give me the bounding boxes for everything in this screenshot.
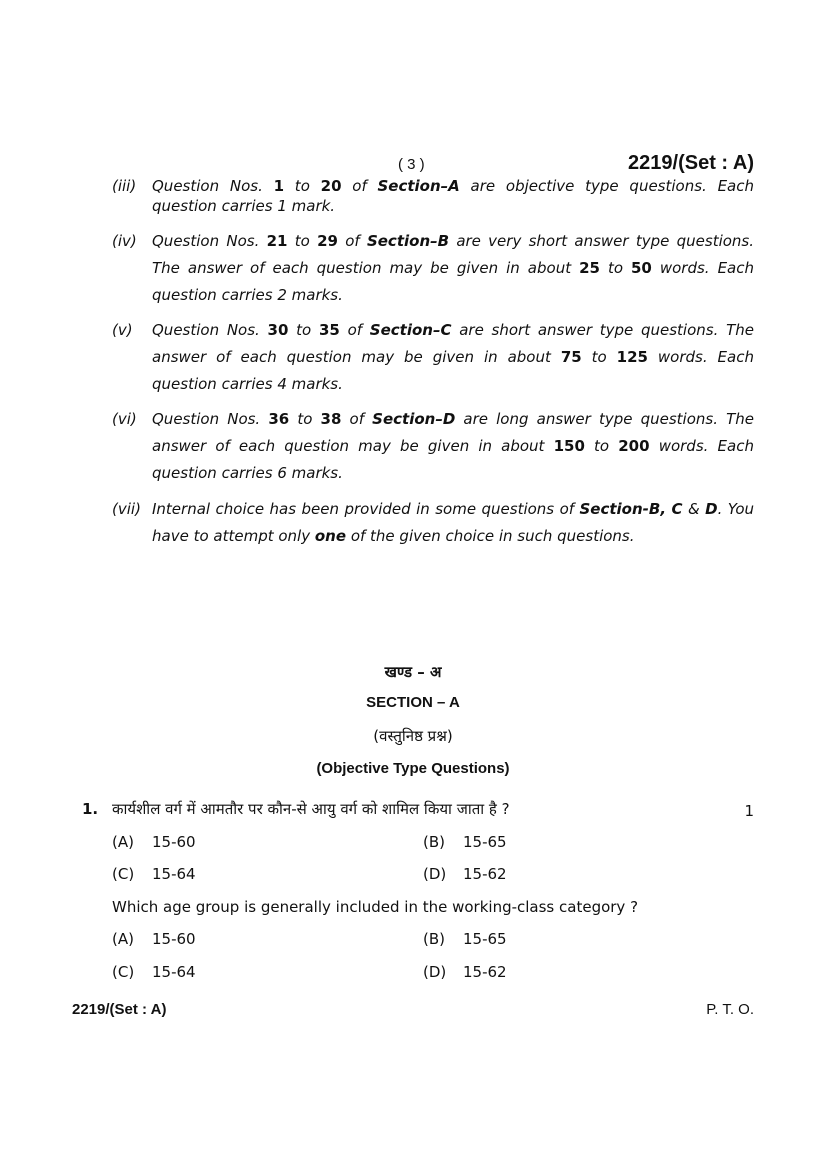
instruction-text: Question Nos. 36 to 38 of Section–D are long answer type questions. The answer of each question may be given in about 150 to 200 words. Each question carries 6 marks. (152, 410, 755, 482)
question-number: 1. (82, 800, 99, 818)
instruction-numeral: (iv) (112, 232, 137, 250)
option-label: (A) (112, 833, 134, 851)
instruction-numeral: (vii) (112, 500, 141, 518)
page-number: ( 3 ) (398, 156, 425, 173)
instruction-text: Question Nos. 1 to 20 of Section–A are objective type questions. Each question carries 1 mark. (152, 177, 754, 215)
option-value: 15-60 (152, 833, 196, 851)
option-label: (B) (423, 833, 445, 851)
section-heading: SECTION – A (366, 694, 460, 711)
instruction-numeral: (vi) (112, 410, 137, 428)
option-value: 15-65 (463, 833, 507, 851)
option-value: 15-64 (152, 865, 196, 883)
section-hindi-heading: खण्ड – अ (384, 663, 442, 681)
paper-code-footer: 2219/(Set : A) (72, 1001, 167, 1018)
instruction-iii (112, 176, 754, 216)
option-value: 15-60 (152, 930, 196, 948)
section-hindi-subheading: (वस्तुनिष्ठ प्रश्न) (373, 727, 453, 745)
instruction-text: Question Nos. 30 to 35 of Section–C are short answer type questions. The answer of each question may be given in about 75 to 125 words. Each question carries 4 marks. (152, 321, 754, 393)
option-value: 15-64 (152, 963, 196, 981)
instruction-numeral: (iii) (112, 177, 137, 195)
instruction-vii (112, 496, 754, 550)
question-english-text: Which age group is generally included in the working-class category ? (112, 898, 639, 916)
option-label: (B) (423, 930, 445, 948)
question-marks: 1 (744, 802, 754, 820)
instruction-v (112, 317, 754, 398)
pto-label: P. T. O. (706, 1001, 754, 1018)
option-value: 15-65 (463, 930, 507, 948)
instruction-text: Internal choice has been provided in some questions of Section-B, C & D. You have to attempt only one of the given choice in such questions. (152, 500, 754, 545)
option-label: (A) (112, 930, 134, 948)
option-label: (C) (112, 865, 135, 883)
option-value: 15-62 (463, 963, 507, 981)
question-hindi-text: कार्यशील वर्ग में आमतौर पर कौन-से आयु वर्ग को शामिल किया जाता है ? (112, 800, 510, 818)
option-label: (C) (112, 963, 135, 981)
option-value: 15-62 (463, 865, 507, 883)
instruction-text: Question Nos. 21 to 29 of Section–B are very short answer type questions. The answer of each question may be given in about 25 to 50 words. Each question carries 2 marks. (152, 232, 755, 304)
paper-code-header: 2219/(Set : A) (628, 152, 754, 174)
section-subheading: (Objective Type Questions) (316, 760, 510, 777)
instruction-numeral: (v) (112, 321, 133, 339)
instruction-iv (112, 228, 754, 309)
option-label: (D) (423, 963, 447, 981)
instruction-vi (112, 406, 754, 487)
option-label: (D) (423, 865, 447, 883)
